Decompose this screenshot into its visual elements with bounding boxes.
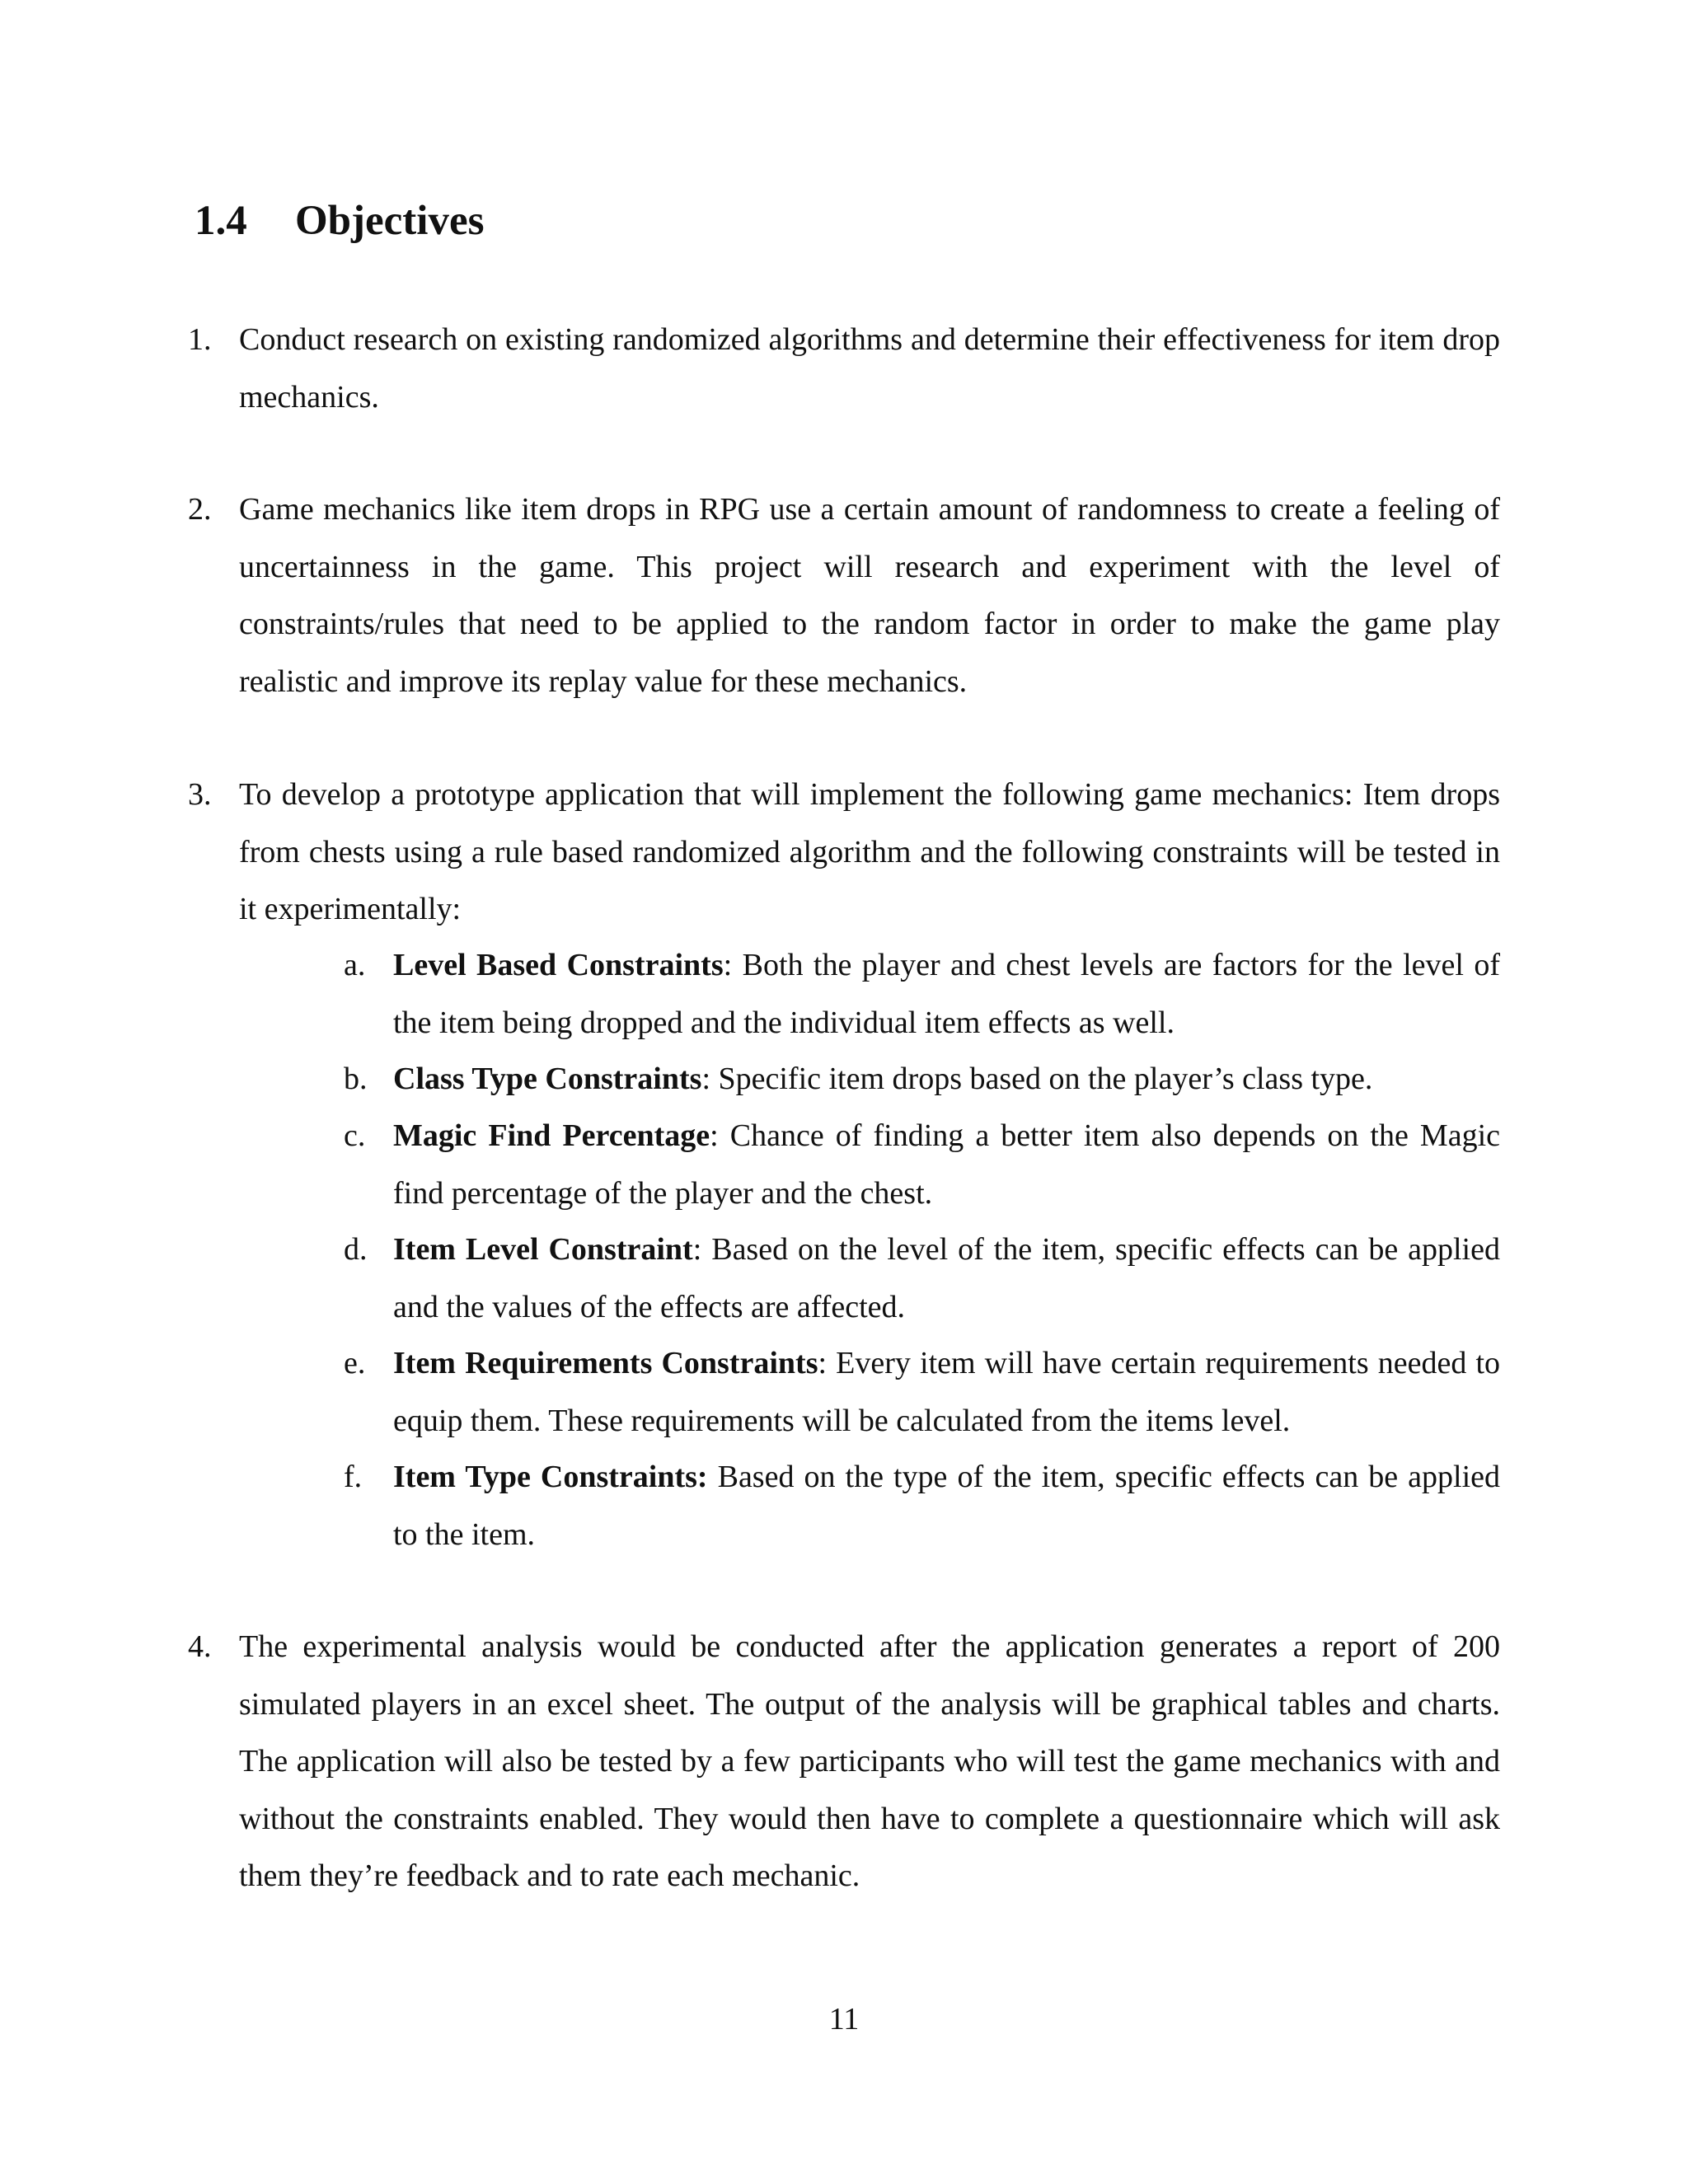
constraint-marker: b. (344, 1062, 368, 1096)
objective-item-4 (188, 1619, 1500, 1905)
constraint-marker: a. (344, 948, 366, 982)
constraint-separator: : (701, 1062, 710, 1096)
constraint-separator: : (710, 1118, 719, 1153)
objective-item-3 (188, 766, 1500, 939)
constraint-text: Both the player and chest levels are factors for the level of the item being dropped and the individual item effects as well. (393, 948, 1501, 1040)
section-heading (195, 191, 484, 251)
constraint-text: Specific item drops based on the player’s class type. (710, 1062, 1373, 1096)
constraint-term: Item Requirements Constraints (393, 1346, 818, 1380)
constraint-text: Based on the type of the item, specific effects can be applied to the item. (393, 1460, 1501, 1552)
objective-text: Conduct research on existing randomized algorithms and determine their effectiveness for item drop mechanics. (239, 322, 1500, 415)
constraint-item-b (344, 1051, 1500, 1108)
constraint-item-e (344, 1335, 1500, 1450)
objective-item-1 (188, 312, 1500, 426)
page-number: 11 (828, 2002, 860, 2036)
constraint-marker: e. (344, 1346, 366, 1380)
section-number: 1.4 (195, 198, 247, 244)
constraint-term: Level Based Constraints (393, 948, 724, 982)
section-title: Objectives (295, 198, 485, 244)
constraint-term: Item Level Constraint (393, 1232, 693, 1267)
objective-item-2 (188, 481, 1500, 710)
constraint-marker: f. (344, 1460, 363, 1494)
objective-marker: 1. (188, 322, 212, 357)
constraint-item-c (344, 1108, 1500, 1222)
constraint-marker: c. (344, 1118, 366, 1153)
objective-marker: 2. (188, 492, 212, 527)
constraint-text: Chance of finding a better item also depends on the Magic find percentage of the player and the chest. (393, 1118, 1500, 1211)
constraint-separator: : (723, 948, 733, 982)
constraint-term: Magic Find Percentage (393, 1118, 710, 1153)
constraint-text: Based on the level of the item, specific effects can be applied and the values of the effects are affected. (393, 1232, 1500, 1324)
constraint-item-a (344, 937, 1501, 1052)
constraint-marker: d. (344, 1232, 368, 1267)
objective-text: Game mechanics like item drops in RPG use a certain amount of randomness to create a feeling of uncertainness in the game. This project will research and experiment with the level of constraints/rules that need to be applied to the random factor in order to make the game play realistic and improve its replay value for these mechanics. (239, 492, 1500, 699)
constraint-item-f (344, 1449, 1501, 1563)
constraint-term: Class Type Constraints (393, 1062, 702, 1096)
constraint-term: Item Type Constraints: (393, 1460, 708, 1494)
objective-text: The experimental analysis would be conducted after the application generates a report of 200 simulated players in an excel sheet. The output of the analysis will be graphical tables and charts. The application will also be tested by a few participants who will test the game mechanics with and without the constraints enabled. They would then have to complete a questionnaire which will ask them they’re feedback and to rate each mechanic. (239, 1629, 1500, 1893)
constraint-text: Every item will have certain requirements needed to equip them. These requirements will be calculated from the items level. (393, 1346, 1500, 1438)
constraint-separator: : (692, 1232, 702, 1267)
objective-marker: 4. (188, 1629, 212, 1664)
constraint-item-d (344, 1221, 1500, 1336)
constraint-separator: : (818, 1346, 828, 1380)
objective-text: To develop a prototype application that will implement the following game mechanics: Item drops from chests using a rule based randomized algorithm and the following constraints will be tested in it experimentally: (239, 777, 1500, 926)
objective-marker: 3. (188, 777, 212, 812)
